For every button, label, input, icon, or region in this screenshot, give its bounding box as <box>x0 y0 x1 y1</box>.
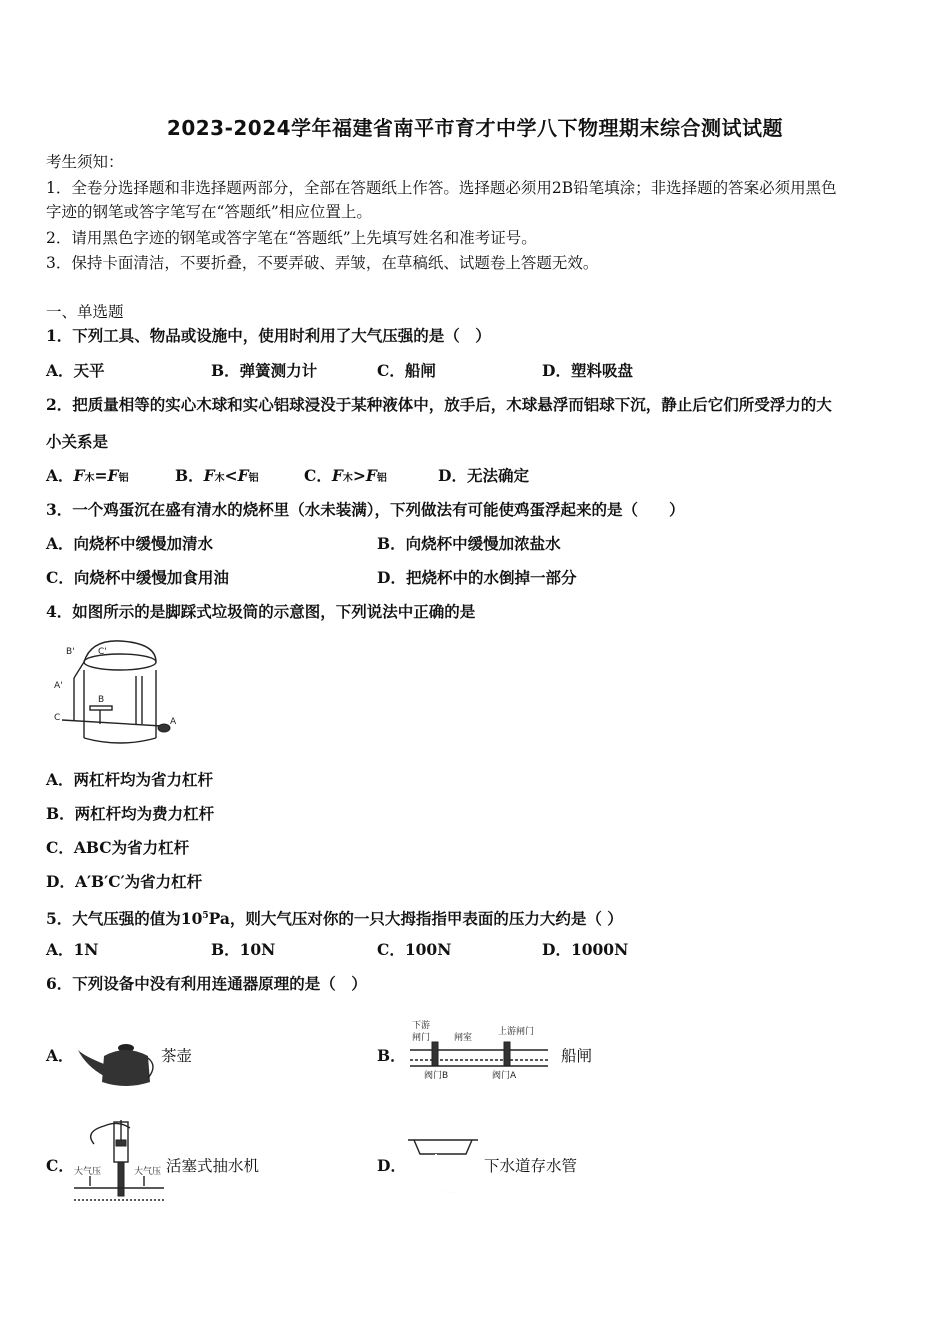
label-a: A <box>170 717 177 727</box>
q5-option-d: D．1000N <box>542 940 629 959</box>
lock-label: 下游 <box>412 1021 431 1031</box>
q2-option-d: D．无法确定 <box>438 466 529 485</box>
q1-option-a: A．天平 <box>46 361 105 380</box>
notice-item: 3．保持卡面清洁，不要折叠，不要弄破、弄皱，在草稿纸、试题卷上答题无效。 <box>46 254 599 272</box>
q4-option-b: B．两杠杆均为费力杠杆 <box>46 804 215 823</box>
q6-option-b-text: 船闸 <box>561 1047 593 1065</box>
ship-lock-diagram <box>408 1020 554 1082</box>
q4-option-a: A．两杠杆均为省力杠杆 <box>46 770 214 789</box>
lock-label: 上游闸门 <box>498 1027 535 1037</box>
q6-option-b-label: B． <box>377 1046 406 1065</box>
piston-pump-diagram <box>74 1116 164 1206</box>
question-4-stem: 4．如图所示的是脚踩式垃圾筒的示意图，下列说法中正确的是 <box>46 602 476 621</box>
q6-option-d-text: 下水道存水管 <box>484 1157 578 1175</box>
label-b-prime: B' <box>66 647 75 657</box>
label-c-prime: C' <box>98 647 107 657</box>
label-a-prime: A' <box>54 681 63 691</box>
question-1-stem: 1．下列工具、物品或设施中，使用时利用了大气压强的是（ ） <box>46 326 491 345</box>
q6-option-d-label: D． <box>377 1156 406 1175</box>
page-title: 2023-2024学年福建省南平市育才中学八下物理期末综合测试试题 <box>166 116 784 140</box>
q2-option-b: B．F木<F铝 <box>175 466 259 485</box>
label-c: C <box>54 713 61 723</box>
section-heading: 一、单选题 <box>46 303 124 321</box>
question-6-stem: 6．下列设备中没有利用连通器原理的是（ ） <box>46 974 367 993</box>
q4-option-c: C．ABC为省力杠杆 <box>46 838 190 857</box>
q3-option-a: A．向烧杯中缓慢加清水 <box>46 534 214 553</box>
q1-option-c: C．船闸 <box>377 361 436 380</box>
teapot-icon <box>76 1036 158 1092</box>
q3-option-c: C．向烧杯中缓慢加食用油 <box>46 568 229 587</box>
q2-option-a: A．F木=F铝 <box>46 466 129 485</box>
question-2-stem-cont: 小关系是 <box>46 432 109 451</box>
question-2-stem: 2．把质量相等的实心木球和实心铝球浸没于某种液体中，放手后，木球悬浮而铝球下沉，静止后它们所受浮力的大 <box>46 395 832 414</box>
lock-label: 阀门B <box>424 1071 449 1081</box>
q1-option-d: D．塑料吸盘 <box>542 361 633 380</box>
notice-item: 2．请用黑色字迹的钢笔或答字笔在“答题纸”上先填写姓名和准考证号。 <box>46 229 537 247</box>
drain-trap-diagram <box>406 1134 482 1208</box>
q2-option-c: C．F木>F铝 <box>304 466 387 485</box>
notice-item: 1．全卷分选择题和非选择题两部分，全部在答题纸上作答。选择题必须用2B铅笔填涂；非选择题的答案必须用黑色 <box>46 179 837 197</box>
question-5-stem: 5．大气压强的值为$10^5Pa$，则大气压对你的一只大拇指指甲表面的压力大约是（ ） <box>46 909 623 929</box>
q1-option-b: B．弹簧测力计 <box>211 361 318 380</box>
q4-option-d: D．A′B′C′为省力杠杆 <box>46 872 203 891</box>
lock-label: 闸室 <box>454 1033 473 1043</box>
pump-label: 大气压 <box>134 1167 162 1177</box>
q5-option-b: B．10N <box>211 940 276 959</box>
q5-option-c: C．100N <box>377 940 452 959</box>
q6-option-a-text: 茶壶 <box>161 1047 193 1065</box>
pedal-trash-can-figure <box>52 632 182 750</box>
question-3-stem: 3．一个鸡蛋沉在盛有清水的烧杯里（水未装满），下列做法有可能使鸡蛋浮起来的是（ ） <box>46 500 685 519</box>
q3-option-b: B．向烧杯中缓慢加浓盐水 <box>377 534 561 553</box>
q3-option-d: D．把烧杯中的水倒掉一部分 <box>377 568 577 587</box>
q6-option-c-text: 活塞式抽水机 <box>166 1157 260 1175</box>
q5-option-a: A．1N <box>46 940 99 959</box>
pump-label: 大气压 <box>74 1167 102 1177</box>
notice-item: 字迹的钢笔或答字笔写在“答题纸”相应位置上。 <box>46 203 372 221</box>
q6-option-a-label: A． <box>46 1046 74 1065</box>
lock-label: 阀门A <box>492 1071 517 1081</box>
lock-label: 闸门 <box>412 1033 431 1043</box>
notice-heading: 考生须知： <box>46 153 124 171</box>
label-b: B <box>98 695 105 705</box>
q6-option-c-label: C． <box>46 1156 74 1175</box>
